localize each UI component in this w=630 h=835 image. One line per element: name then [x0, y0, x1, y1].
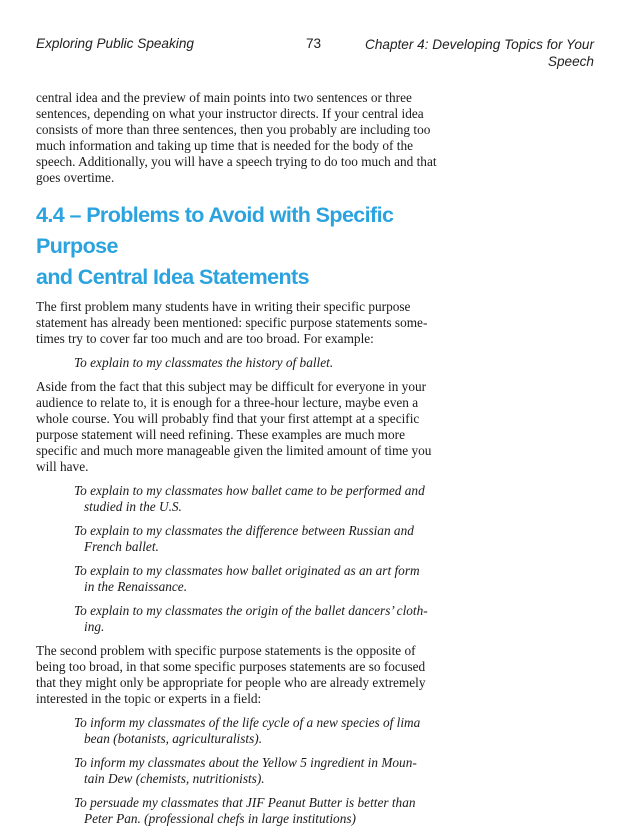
page-number: 73: [306, 36, 322, 51]
paragraph-broad-problem: The first problem many students have in writing their specific purpose statement has already been mentioned: specific purpose statements sometimes try to cover far too much and are too broad. For example:: [36, 299, 428, 346]
example-line-cont: French ballet.: [84, 539, 159, 554]
page-body: [36, 90, 446, 835]
example-narrow: [36, 795, 446, 827]
example-line-cont: tain Dew (chemists, nutritionists).: [84, 771, 265, 786]
example-line-cont: ing.: [84, 619, 105, 634]
example-refined: [36, 563, 446, 595]
example-refined: [36, 483, 446, 515]
paragraph-refining: Aside from the fact that this subject may be difficult for everyone in your audience to relate to, it is enough for a three-hour lecture, maybe even a whole course. You will probably find that your first attempt at a specific purpose statement will need refining. These examples are much more specific and much more manageable given the limited amount of time you will have.: [36, 379, 432, 474]
example-line-cont: Peter Pan. (professional chefs in large institutions): [84, 811, 356, 826]
example-line: To explain to my classmates the difference between Russian and: [74, 523, 414, 538]
example-line: To explain to my classmates how ballet came to be performed and: [74, 483, 425, 498]
section-heading-line-2: and Central Idea Statements: [36, 265, 309, 289]
example-line-cont: bean (botanists, agriculturalists).: [84, 731, 263, 746]
example-line: To persuade my classmates that JIF Peanut Butter is better than: [74, 795, 416, 810]
example-narrow: [36, 715, 446, 747]
running-header: [36, 36, 596, 72]
chapter-title: [334, 36, 594, 70]
example-refined: [36, 603, 446, 635]
book-title: Exploring Public Speaking: [36, 36, 194, 51]
example-broad: To explain to my classmates the history of ballet.: [74, 355, 334, 370]
chapter-title-line-1: Chapter 4: Developing Topics for Your: [365, 37, 594, 52]
example-refined: [36, 523, 446, 555]
paragraph-narrow-problem: The second problem with specific purpose statements is the opposite of being too broad, in that some specific purposes statements are so focused that they might only be appropriate for people who are already extremely interested in the topic or experts in a field:: [36, 643, 426, 706]
example-line: To explain to my classmates the origin of the ballet dancers’ cloth-: [74, 603, 428, 618]
intro-paragraph: central idea and the preview of main points into two sentences or three sentences, depending on what your instructor directs. If your central idea consists of more than three sentences, then you probably are including too much information and taking up time that is needed for the body of the speech. Additionally, you will have a speech trying to do too much and that goes overtime.: [36, 90, 437, 185]
example-line: To inform my classmates of the life cycle of a new species of lima: [74, 715, 421, 730]
example-line: To inform my classmates about the Yellow 5 ingredient in Moun-: [74, 755, 417, 770]
example-narrow: [36, 755, 446, 787]
example-line: To explain to my classmates how ballet originated as an art form: [74, 563, 420, 578]
example-line-cont: studied in the U.S.: [84, 499, 182, 514]
example-line-cont: in the Renaissance.: [84, 579, 188, 594]
chapter-title-line-2: Speech: [547, 54, 594, 69]
section-heading-line-1: 4.4 – Problems to Avoid with Specific Purpose: [36, 203, 394, 258]
section-heading: [36, 200, 446, 293]
